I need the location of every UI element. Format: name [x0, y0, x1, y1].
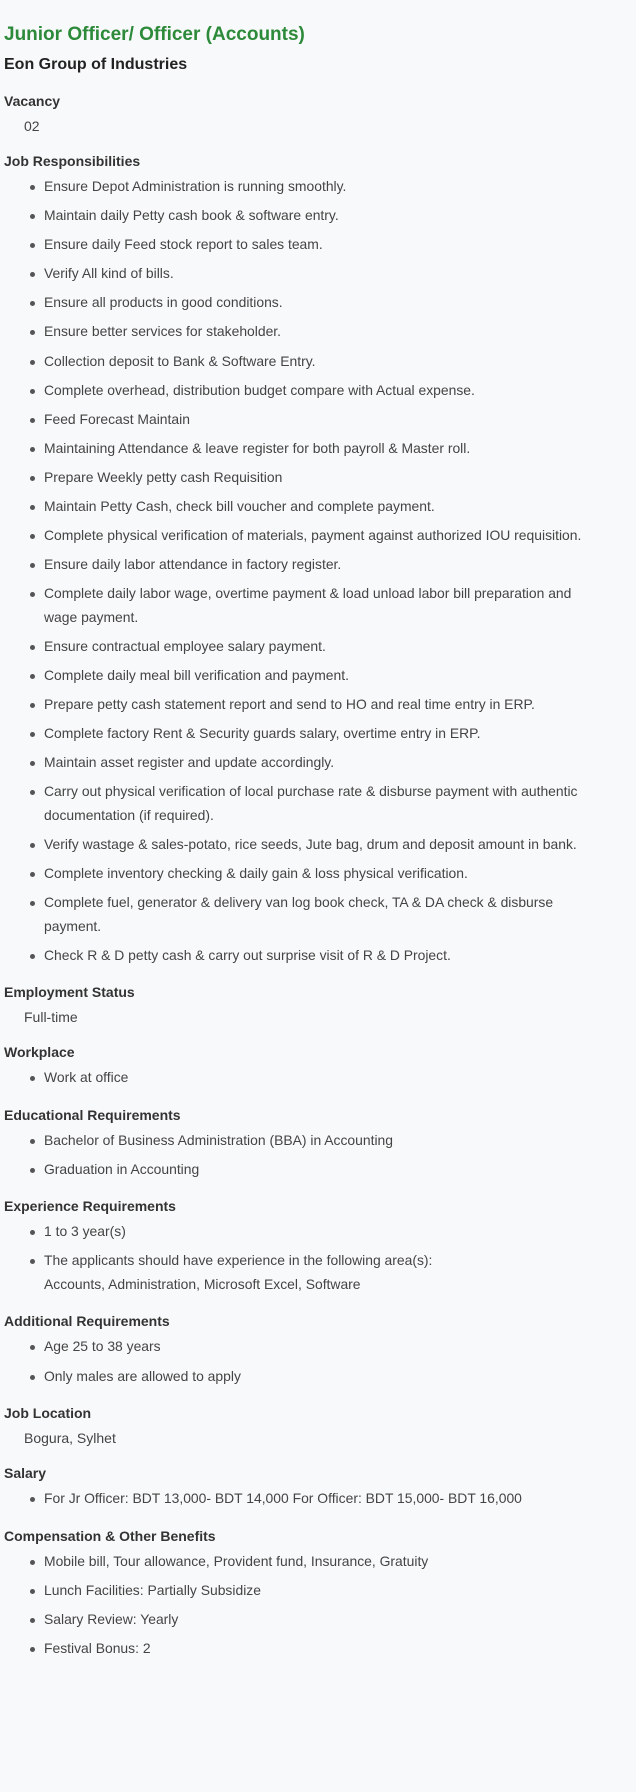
bullet-icon [30, 214, 35, 219]
list-item [4, 204, 632, 228]
job-sections [4, 91, 632, 1660]
job-title: Junior Officer/ Officer (Accounts) [4, 24, 305, 45]
list-item [4, 1579, 632, 1603]
bullet-list [4, 1066, 632, 1090]
bullet-icon [30, 1259, 35, 1264]
bullet-list [4, 175, 632, 967]
list-item-text: Prepare petty cash statement report and send to HO and real time entry in ERP. [44, 696, 535, 713]
list-item [4, 175, 632, 199]
list-item-text: Lunch Facilities: Partially Subsidize [44, 1581, 261, 1598]
list-item [4, 1129, 632, 1153]
bullet-icon [30, 592, 35, 597]
list-item [4, 291, 632, 315]
list-item-text: Complete factory Rent & Security guards salary, overtime entry in ERP. [44, 725, 481, 742]
list-item-text: Prepare Weekly petty cash Requisition [44, 468, 283, 485]
list-item-text: Salary Review: Yearly [44, 1610, 179, 1627]
section-value: 02 [24, 118, 40, 134]
list-item [4, 1158, 632, 1182]
section-employment-status [4, 982, 632, 1027]
list-item-text: Ensure daily labor attendance in factory register. [44, 556, 342, 573]
bullet-icon [30, 1497, 35, 1502]
list-item-text: Verify wastage & sales-potato, rice seeds, Jute bag, drum and deposit amount in bank. [44, 835, 577, 852]
section-value: Bogura, Sylhet [24, 1430, 116, 1447]
list-item [4, 1220, 632, 1244]
list-item-text: Carry out physical verification of local purchase rate & disburse payment with authentic documentation (if required). [44, 783, 578, 823]
list-item [4, 862, 632, 886]
list-item [4, 1637, 632, 1661]
section-value: Full-time [24, 1009, 78, 1026]
bullet-icon [30, 1345, 35, 1350]
section-title: Job Location [4, 1405, 92, 1422]
bullet-icon [30, 563, 35, 568]
list-item [4, 1249, 632, 1296]
list-item-text: Complete overhead, distribution budget compare with Actual expense. [44, 381, 475, 398]
bullet-icon [30, 360, 35, 365]
list-item-text: Only males are allowed to apply [44, 1367, 241, 1384]
section-title: Employment Status [4, 984, 135, 1001]
list-item-text: Complete daily meal bill verification and payment. [44, 667, 349, 683]
bullet-icon [30, 418, 35, 423]
list-item [4, 495, 632, 519]
list-item-text: Verify All kind of bills. [44, 265, 174, 282]
list-item [4, 582, 632, 629]
list-item-text: The applicants should have experience in the following area(s): Accounts, Administration, Microsoft Excel, Software [44, 1252, 433, 1292]
section-title: Educational Requirements [4, 1106, 181, 1123]
bullet-icon [30, 272, 35, 277]
list-item [4, 408, 632, 432]
bullet-icon [30, 505, 35, 510]
bullet-icon [30, 243, 35, 248]
bullet-list [4, 1335, 632, 1388]
section-title: Compensation & Other Benefits [4, 1527, 216, 1544]
list-item-text: Ensure better services for stakeholder. [44, 323, 282, 340]
bullet-icon [30, 790, 35, 795]
list-item [4, 722, 632, 746]
company-name: Eon Group of Industries [4, 56, 188, 73]
bullet-icon [30, 330, 35, 335]
section-additional-requirements [4, 1311, 632, 1388]
list-item-text: Bachelor of Business Administration (BBA) in Accounting [44, 1131, 393, 1148]
section-workplace [4, 1042, 632, 1090]
bullet-icon [30, 901, 35, 906]
bullet-icon [30, 1230, 35, 1235]
list-item [4, 1335, 632, 1359]
list-item-text: Work at office [44, 1069, 129, 1086]
list-item-text: Feed Forecast Maintain [44, 410, 190, 427]
bullet-icon [30, 1375, 35, 1380]
list-item-text: Collection deposit to Bank & Software Entry. [44, 352, 316, 369]
section-title: Vacancy [4, 93, 61, 109]
list-item-text: Ensure contractual employee salary payment. [44, 637, 326, 654]
list-item [4, 1550, 632, 1574]
list-item [4, 664, 632, 688]
list-item [4, 1066, 632, 1090]
list-item [4, 1365, 632, 1389]
bullet-list [4, 1550, 632, 1661]
bullet-icon [30, 1076, 35, 1081]
section-title: Salary [4, 1465, 47, 1482]
list-item-text: Maintain asset register and update accordingly. [44, 754, 335, 771]
bullet-icon [30, 447, 35, 452]
list-item-text: Ensure all products in good conditions. [44, 294, 283, 311]
section-educational-requirements [4, 1105, 632, 1182]
list-item [4, 437, 632, 461]
bullet-icon [30, 732, 35, 737]
bullet-icon [30, 843, 35, 848]
list-item [4, 1487, 632, 1511]
list-item-text: Age 25 to 38 years [44, 1338, 161, 1355]
section-title: Experience Requirements [4, 1198, 176, 1215]
list-item [4, 379, 632, 403]
list-item-text: Ensure Depot Administration is running smoothly. [44, 178, 347, 194]
bullet-icon [30, 645, 35, 650]
list-item-text: Complete inventory checking & daily gain & loss physical verification. [44, 865, 468, 882]
list-item-text: Ensure daily Feed stock report to sales team. [44, 236, 323, 253]
list-item-text: Festival Bonus: 2 [44, 1639, 151, 1656]
list-item-text: Maintain daily Petty cash book & software entry. [44, 207, 339, 224]
list-item [4, 466, 632, 490]
bullet-icon [30, 1647, 35, 1652]
bullet-icon [30, 761, 35, 766]
bullet-icon [30, 301, 35, 306]
list-item-text: Maintain Petty Cash, check bill voucher and complete payment. [44, 498, 435, 515]
list-item-text: Complete physical verification of materials, payment against authorized IOU requisition. [44, 527, 582, 544]
list-item-text: Graduation in Accounting [44, 1160, 200, 1177]
bullet-list [4, 1487, 632, 1511]
list-item [4, 320, 632, 344]
section-title: Job Responsibilities [4, 153, 141, 169]
list-item-text: Check R & D petty cash & carry out surprise visit of R & D Project. [44, 946, 451, 963]
list-item [4, 262, 632, 286]
list-item-text: Mobile bill, Tour allowance, Provident fund, Insurance, Gratuity [44, 1552, 429, 1569]
bullet-icon [30, 1139, 35, 1144]
list-item [4, 693, 632, 717]
bullet-icon [30, 674, 35, 679]
list-item-text: Complete daily labor wage, overtime payment & load unload labor bill preparation and wage payment. [44, 585, 572, 625]
section-experience-requirements [4, 1196, 632, 1296]
list-item [4, 350, 632, 374]
section-vacancy [4, 91, 632, 136]
bullet-icon [30, 954, 35, 959]
bullet-icon [30, 389, 35, 394]
bullet-icon [30, 703, 35, 708]
list-item [4, 1608, 632, 1632]
list-item [4, 833, 632, 857]
section-job-responsibilities [4, 151, 632, 967]
bullet-icon [30, 185, 35, 190]
bullet-list [4, 1129, 632, 1182]
bullet-icon [30, 1560, 35, 1565]
section-title: Workplace [4, 1044, 75, 1061]
bullet-icon [30, 1618, 35, 1623]
section-title: Additional Requirements [4, 1313, 170, 1330]
list-item [4, 524, 632, 548]
bullet-icon [30, 872, 35, 877]
list-item [4, 891, 632, 938]
list-item [4, 553, 632, 577]
list-item [4, 635, 632, 659]
bullet-icon [30, 476, 35, 481]
section-compensation-other-benefits [4, 1526, 632, 1661]
list-item-text: Complete fuel, generator & delivery van log book check, TA & DA check & disburse payment. [44, 894, 554, 934]
section-job-location [4, 1403, 632, 1448]
list-item [4, 233, 632, 257]
list-item-text: 1 to 3 year(s) [44, 1223, 126, 1240]
list-item-text: Maintaining Attendance & leave register for both payroll & Master roll. [44, 439, 471, 456]
list-item [4, 944, 632, 968]
list-item [4, 751, 632, 775]
bullet-icon [30, 1168, 35, 1173]
bullet-icon [30, 534, 35, 539]
list-item [4, 780, 632, 827]
list-item-text: For Jr Officer: BDT 13,000- BDT 14,000 For Officer: BDT 15,000- BDT 16,000 [44, 1490, 522, 1507]
bullet-icon [30, 1589, 35, 1594]
bullet-list [4, 1220, 632, 1296]
section-salary [4, 1463, 632, 1511]
